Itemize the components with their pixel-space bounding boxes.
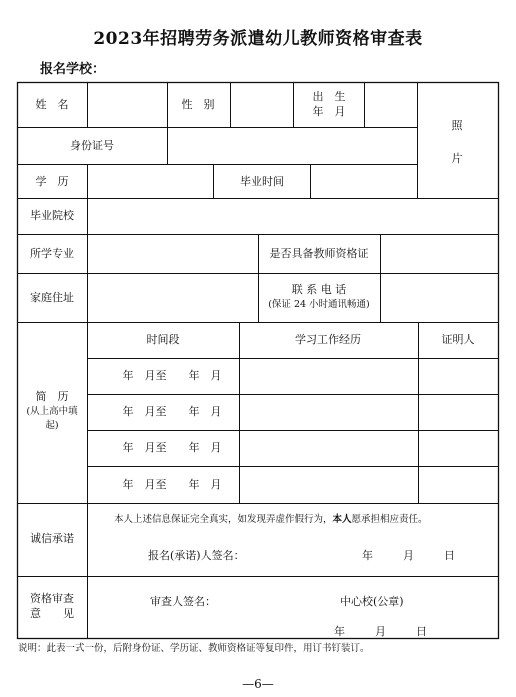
photo-label-line2: 片 xyxy=(451,152,463,165)
resume-label-line2: (从上高中填 xyxy=(26,406,78,417)
phone-label-line2: (保证 24 小时通讯畅通) xyxy=(268,299,370,310)
review-label-line2: 意 见 xyxy=(30,607,74,620)
col-witness-header: 证明人 xyxy=(441,333,475,346)
birth-label-line2: 年 月 xyxy=(312,105,346,118)
resume-row-period: 年 月至 年 月 xyxy=(122,369,222,382)
major-label: 所学专业 xyxy=(30,247,74,260)
pledge-label: 诚信承诺 xyxy=(30,532,74,545)
address-label: 家庭住址 xyxy=(30,291,74,304)
col-experience-header: 学习工作经历 xyxy=(295,333,361,346)
review-day: 日 xyxy=(416,625,427,638)
review-label-line1: 资格审查 xyxy=(30,592,74,605)
photo-label-line1: 照 xyxy=(451,119,463,132)
page-number: —6— xyxy=(242,677,274,691)
name-label: 姓 名 xyxy=(35,98,69,111)
phone-label-line1: 联 系 电 话 xyxy=(291,283,347,296)
review-month: 月 xyxy=(375,625,386,638)
id-number-label: 身份证号 xyxy=(70,139,114,152)
resume-label-line1: 简 历 xyxy=(35,390,69,403)
form-note: 说明：此表一式一份，后附身份证、学历证、教师资格证等复印件，用订书钉装订。 xyxy=(18,643,370,654)
center-school-seal: 中心校(公章) xyxy=(340,595,404,608)
pledge-day: 日 xyxy=(444,549,455,562)
school-label: 报名学校： xyxy=(40,62,106,77)
resume-row-period: 年 月至 年 月 xyxy=(122,441,222,454)
pledge-year: 年 xyxy=(362,549,373,562)
gender-label: 性 别 xyxy=(181,98,215,111)
graduation-time-label: 毕业时间 xyxy=(240,175,284,188)
teacher-cert-label: 是否具备教师资格证 xyxy=(269,247,369,260)
col-period-header: 时间段 xyxy=(146,333,180,346)
resume-row-period: 年 月至 年 月 xyxy=(122,405,222,418)
pledge-month: 月 xyxy=(403,549,414,562)
graduated-school-label: 毕业院校 xyxy=(30,209,74,222)
form-title: 2023年招聘劳务派遣幼儿教师资格审查表 xyxy=(93,29,423,49)
reviewer-sign-label: 审查人签名： xyxy=(150,595,216,608)
education-label: 学 历 xyxy=(35,175,69,188)
resume-row-period: 年 月至 年 月 xyxy=(122,478,222,491)
pledge-sign-label: 报名(承诺)人签名： xyxy=(148,549,245,562)
review-year: 年 xyxy=(334,625,345,638)
resume-label-line3: 起) xyxy=(45,420,59,431)
pledge-text: 本人上述信息保证完全真实，如发现弄虚作假行为，本人愿承担相应责任。 xyxy=(114,514,428,525)
birth-label-line1: 出 生 xyxy=(312,90,346,103)
